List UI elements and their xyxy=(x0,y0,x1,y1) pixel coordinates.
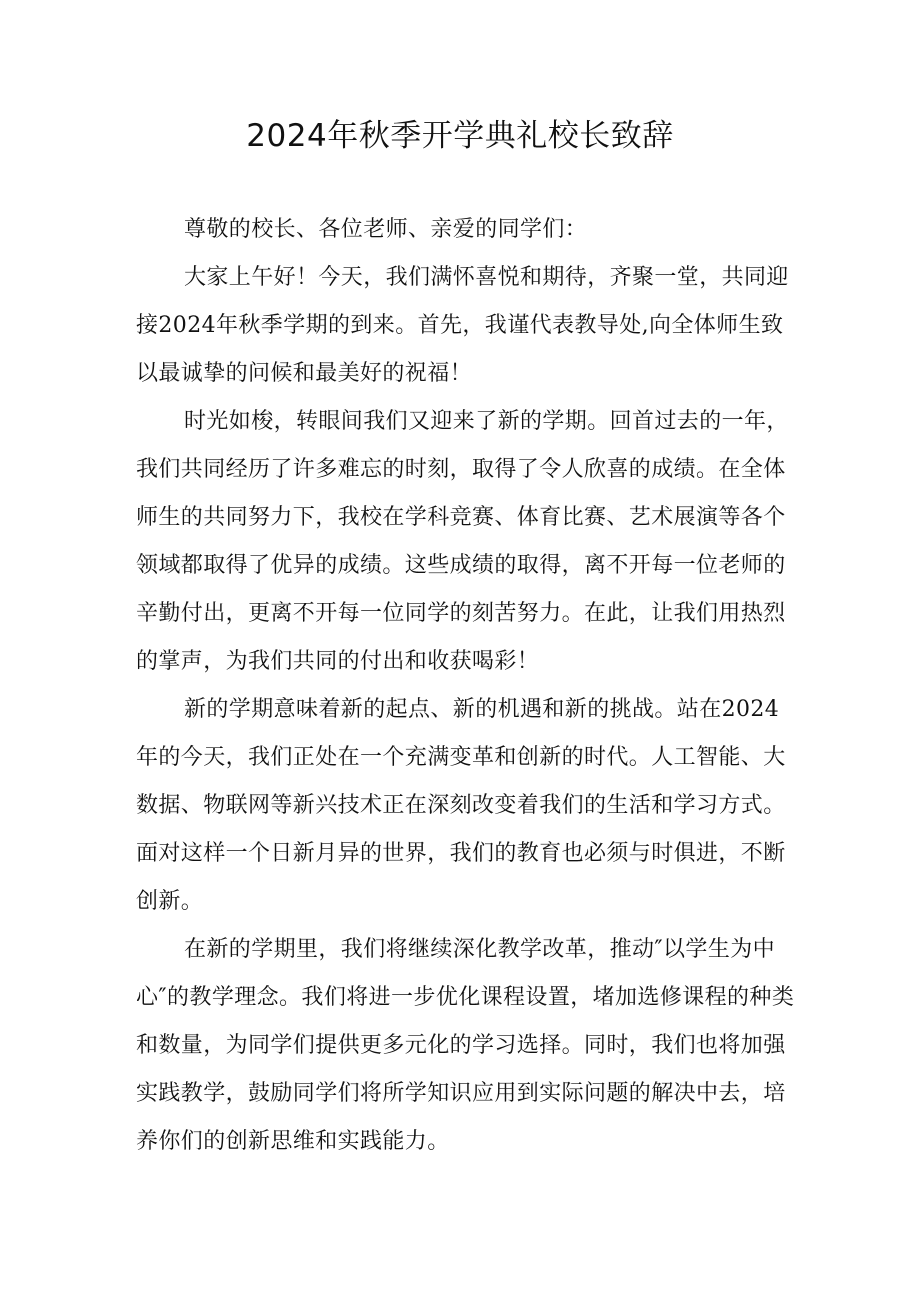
greeting-paragraph: 大家上午好！今天，我们满怀喜悦和期待，齐聚一堂，共同迎接2024年秋季学期的到来。首先，我谨代表教导处,向全体师生致以最诚挚的问候和最美好的祝福！ xyxy=(136,265,789,386)
review-paragraph: 时光如梭，转眼间我们又迎来了新的学期。回首过去的一年，我们共同经历了许多难忘的时刻，取得了令人欣喜的成绩。在全体师生的共同努力下，我校在学科竞赛、体育比赛、艺术展演等各个领域都取得了优异的成绩。这些成绩的取得，离不开每一位老师的辛勤付出，更离不开每一位同学的刻苦努力。在此，让我们用热烈的掌声，为我们共同的付出和收获喝彩！ xyxy=(136,409,789,674)
document-title: 2024年秋季开学典礼校长致辞 xyxy=(246,118,674,154)
new-semester-paragraph: 新的学期意味着新的起点、新的机遇和新的挑战。站在2024年的今天，我们正处在一个充满变革和创新的时代。人工智能、大数据、物联网等新兴技术正在深刻改变着我们的生活和学习方式。面对这样一个日新月异的世界，我们的教育也必须与时俱进，不断创新。 xyxy=(136,697,786,914)
reform-paragraph: 在新的学期里，我们将继续深化教学改革，推动″以学生为中心″的教学理念。我们将进一步优化课程设置，堵加选修课程的种类和数量，为同学们提供更多元化的学习选择。同时，我们也将加强实践教学，鼓励同学们将所学知识应用到实际问题的解决中去，培养你们的创新思维和实践能力。 xyxy=(136,937,795,1154)
salutation-paragraph: 尊敬的校长、各位老师、亲爱的同学们： xyxy=(184,217,588,242)
document-body xyxy=(136,206,801,1166)
